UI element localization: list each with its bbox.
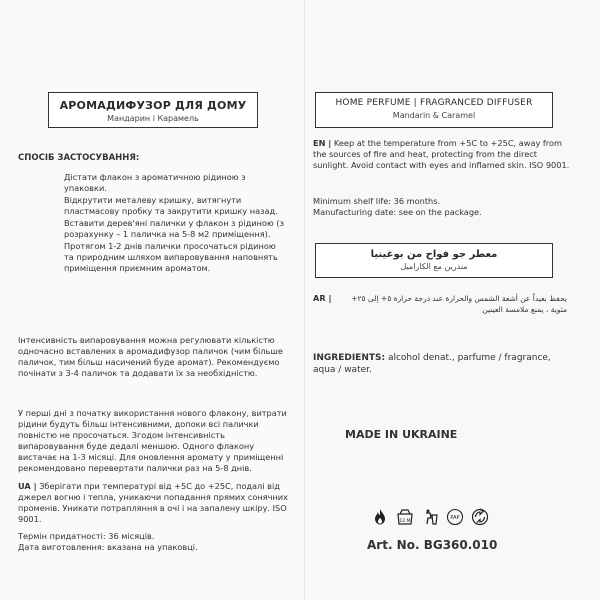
en-manufacturing: Manufacturing date: see on the package.	[313, 207, 482, 217]
icons-row	[371, 508, 489, 526]
ua-text: Зберігати при температурі від +5С до +25С, подалі від джерел вогню і тепла, уникаючи попадання прямих сонячних променів. Уникати потрапляння в очі і на запалену шкіру. ISO 9001.	[18, 481, 288, 524]
usage-step: Відкрутити металеву кришку, витягнути пластмасову пробку та закрутити кришку назад.	[64, 195, 278, 216]
pap-recycling-icon	[445, 508, 465, 526]
pap-text: PAP	[450, 515, 460, 521]
ingredients	[313, 352, 575, 376]
ar-label: AR |	[313, 293, 332, 303]
ingredients-label: INGREDIENTS:	[313, 353, 386, 363]
en-label: EN |	[313, 138, 332, 148]
en-text: Keep at the temperature from +5C to +25C, away from the sources of fire and heat, protecting from the direct sunlight. Avoid contact with eyes and inflamed skin. ISO 9001.	[313, 138, 570, 170]
ua-shelf-life: Термін придатності: 36 місяців.	[18, 531, 155, 541]
en-shelf-life: Minimum shelf life: 36 months.	[313, 196, 441, 206]
ua-label: UA |	[18, 481, 37, 491]
usage-step: Дістати флакон з ароматичною рідиною з упаковки.	[64, 172, 246, 193]
left-title: АРОМАДИФУЗОР ДЛЯ ДОМУ	[59, 99, 247, 112]
article-number: Art. No. BG360.010	[367, 538, 498, 552]
right-subtitle: Mandarin & Caramel	[392, 111, 476, 120]
right-title: HOME PERFUME | FRAGRANCED DIFFUSER	[335, 98, 533, 108]
made-in-label: MADE IN UKRAINE	[345, 428, 458, 441]
ar-title: معطر جو فواح من بوغينيا	[370, 249, 498, 260]
usage-step: Вставити дерев'яні палички у флакон з рідиною (з розрахунку – 1 паличка на 5-8 м2 приміщення).	[64, 218, 284, 239]
recycle-bin-icon	[421, 508, 439, 526]
usage-heading: СПОСІБ ЗАСТОСУВАННЯ:	[18, 153, 140, 163]
ar-text: يحفظ بعيداً عن أشعة الشمس والحرارة عند درجة حرارة ٥+ إلى ٢٥+ مئوية ، يمنع ملامسة العينين	[351, 294, 567, 314]
ua-storage	[18, 481, 288, 525]
en-storage	[313, 138, 571, 171]
ingredients-text: alcohol denat., parfume / fragrance, aqua / water.	[313, 353, 551, 375]
ar-subtitle: مندرين مع الكاراميل	[400, 262, 468, 271]
period-after-opening-icon	[395, 508, 415, 526]
intensity-paragraph: Інтенсивність випаровування можна регулювати кількістю одночасно вставлених в аромадифузор паличок (чим більше паличок, тим більш насичений буде аромат). Рекомендуємо почінати з 3-4 паличок та додавати їх за необхідністю.	[18, 335, 283, 378]
ua-manufactured: Дата виготовлення: вказана на упаковці.	[18, 542, 198, 552]
usage-step: Протягом 1-2 днів палички просочаться рідиною та природним шляхом випаровування наповнять приміщення приємним ароматом.	[64, 241, 278, 273]
pao-text: 12 M	[399, 519, 411, 524]
usage-steps	[64, 172, 286, 275]
left-subtitle: Мандарин і Карамель	[107, 114, 199, 123]
ar-title-box	[315, 243, 553, 278]
right-panel	[304, 0, 600, 600]
usage-paragraph: У перші дні з початку використання нового флакону, витрати рідини будуть більш інтенсивними, допоки всі палички повністю не просочаться. Згодом інтенсивність випаровування буде дедалі меншою. Одного флакону вистачає на 1-3 місяці. Для оновлення аромату у приміщенні рекомендовано перевертати палички раз на 5-8 днів.	[18, 408, 287, 473]
right-title-box	[315, 92, 553, 128]
green-dot-icon	[471, 508, 489, 526]
left-title-box	[48, 92, 258, 128]
flammable-icon	[371, 508, 389, 526]
